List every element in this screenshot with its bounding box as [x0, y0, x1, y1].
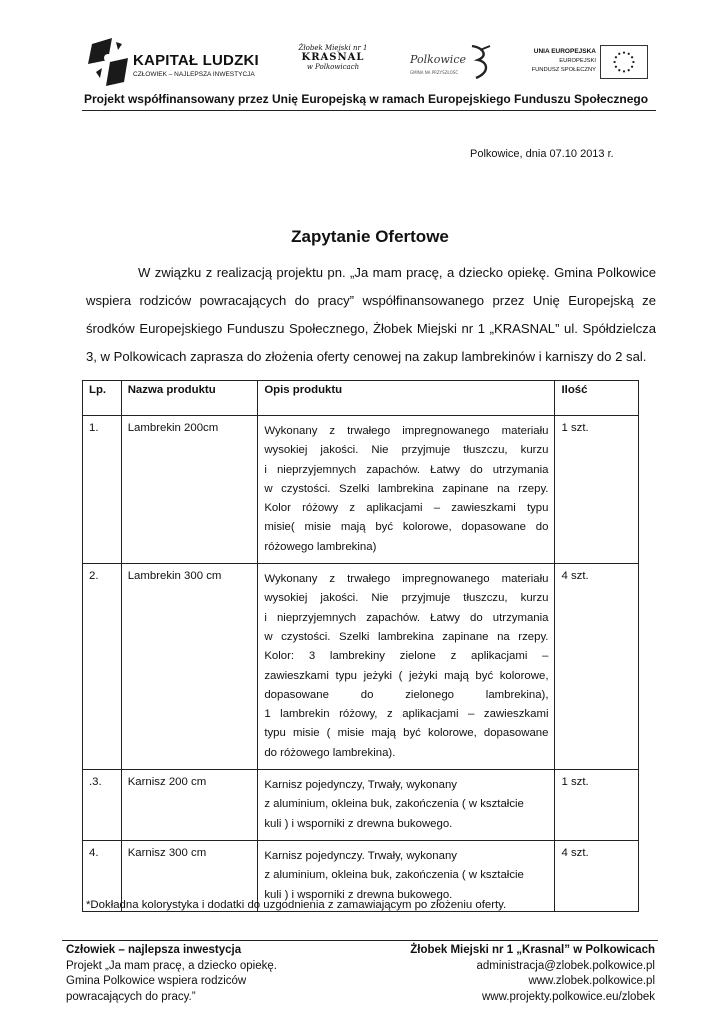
polkowice-logo-name: Polkowice: [410, 53, 466, 66]
eu-logo-line1: UNIA EUROPEJSKA: [533, 48, 596, 55]
row-description-cell: [258, 564, 555, 770]
header-lp: Lp.: [83, 381, 122, 416]
row-quantity-cell: 1 szt.: [555, 770, 639, 841]
polkowice-emblem-icon: [466, 44, 494, 80]
description-line: kuli ) i wsporniki z drewna bukowego.: [264, 817, 453, 830]
intro-paragraph: W związku z realizacją projektu pn. „Ja mam pracę, a dziecko opiekę. Gmina Polkowice wspiera rodziców powracających do pracy” współfinansowanego przez Unię Europejską ze środków Europejskiego Funduszu Społecznego, Żłobek Miejski nr 1 „KRASNAL” ul. Spółdzielcza 3, w Polkowicach zaprasza do złożenia oferty cenowej na zakup lambrekinów i karniszy do 2 sal.: [86, 265, 656, 364]
eu-logo: [530, 45, 648, 79]
description-line: różowego lambrekina): [264, 540, 377, 553]
footer-left-line: Gmina Polkowice wspiera rodziców: [66, 975, 247, 987]
description-line: wysokiej jakości. Nie przyjmuje tłuszczu, kurzu: [264, 444, 549, 457]
header-divider: [82, 110, 656, 111]
footer-right-line: Żłobek Miejski nr 1 „Krasnal” w Polkowicach: [410, 944, 655, 956]
document-date: Polkowice, dnia 07.10 2013 r.: [470, 148, 614, 160]
description-line: Wykonany z trwałego impregnowanego materiału: [264, 573, 549, 586]
header-description: Opis produktu: [258, 381, 555, 416]
kapital-ludzki-emblem-icon: [88, 38, 128, 86]
description-line: Karnisz pojedynczy, Trwały, wykonany: [264, 779, 457, 792]
row-name-cell: Lambrekin 300 cm: [121, 564, 258, 770]
header-quantity: Ilość: [555, 381, 639, 416]
row-description-cell: [258, 770, 555, 841]
description-line: typu misie ( misie mają być kolorowe, dopasowane: [264, 727, 549, 740]
description-line: dopasowane do zielonego lambrekina),: [264, 688, 549, 701]
footer-left-line: Człowiek – najlepsza inwestycja: [66, 944, 242, 956]
description-line: Kolor różowy z aplikacjami – zawieszkami typu: [264, 502, 549, 515]
row-description-cell: [258, 416, 555, 564]
description-line: i nieprzyjemnych zapachów. Łatwy do utrzymania: [264, 463, 549, 476]
description-line: z aluminium, okleina buk, zakończenia ( w kształcie: [264, 869, 524, 882]
krasnal-logo-line2: KRASNAL: [301, 52, 365, 63]
footer-website-link[interactable]: www.zlobek.polkowice.pl: [528, 975, 655, 987]
table-row: [83, 564, 639, 770]
row-name-cell: Lambrekin 200cm: [121, 416, 258, 564]
footer-right: [410, 943, 655, 1005]
row-lp-cell: 2.: [83, 564, 122, 770]
description-line: z aluminium, okleina buk, zakończenia ( w kształcie: [264, 798, 524, 811]
footer-email-link[interactable]: administracja@zlobek.polkowice.pl: [476, 959, 655, 972]
eu-logo-line3: FUNDUSZ SPOŁECZNY: [531, 67, 596, 73]
row-quantity-cell: 4 szt.: [555, 564, 639, 770]
row-lp-cell: .3.: [83, 770, 122, 841]
description-line: Wykonany z trwałego impregnowanego materiału: [264, 425, 549, 437]
footer-divider: [62, 940, 658, 941]
krasnal-logo-line3: w Polkowicach: [306, 63, 360, 71]
polkowice-logo: [408, 44, 492, 80]
description-line: w czystości. Szelki lambrekina zapinane na rzepy.: [264, 482, 549, 495]
document-title: Zapytanie Ofertowe: [291, 227, 449, 246]
eu-logo-line2: EUROPEJSKI: [559, 58, 596, 64]
description-line: w czystości. Szelki lambrekina zapinane na rzepy.: [264, 630, 549, 643]
eu-flag-icon: [600, 45, 648, 79]
footer-left-line: powracających do pracy.”: [66, 990, 196, 1003]
description-line: Kolor: 3 lambrekiny zielone z aplikacjami –: [264, 650, 549, 663]
description-line: kuli ) i wsporniki z drewna bukowego.: [264, 888, 453, 901]
table-row: [83, 770, 639, 841]
kapital-ludzki-logo: [88, 38, 258, 86]
row-lp-cell: 4.: [83, 840, 122, 911]
header-caption: Projekt współfinansowany przez Unię Europejską w ramach Europejskiego Funduszu Społecznego: [83, 92, 649, 106]
row-quantity-cell: 4 szt.: [555, 840, 639, 911]
krasnal-logo: [296, 44, 370, 80]
row-lp-cell: 1.: [83, 416, 122, 564]
table-row: [83, 416, 639, 564]
krasnal-logo-line1: Żłobek Miejski nr 1: [298, 44, 368, 52]
row-name-cell: Karnisz 200 cm: [121, 770, 258, 841]
table-header-row: [83, 381, 639, 416]
description-line: zawieszkami typu jeżyki ( jeżyki mają być kolorowe,: [264, 669, 549, 682]
kapital-ludzki-subtitle: CZŁOWIEK – NAJLEPSZA INWESTYCJA: [133, 71, 255, 78]
footer-left-line: Projekt „Ja mam pracę, a dziecko opiekę.: [66, 959, 277, 972]
header-name: Nazwa produktu: [121, 381, 258, 416]
description-line: misie( misie mają być kolorowe, dopasowane do: [264, 521, 549, 534]
row-name-cell: Karnisz 300 cm: [121, 840, 258, 911]
row-quantity-cell: 1 szt.: [555, 416, 639, 564]
description-line: wysokiej jakości. Nie przyjmuje tłuszczu, kurzu: [264, 592, 549, 605]
footnote: *Dokładna kolorystyka i dodatki do uzgodnienia z zamawiającym po złożeniu oferty.: [86, 899, 507, 911]
description-line: 1 lambrekin różowy, z aplikacjami – zawieszkami: [264, 708, 549, 721]
description-line: Karnisz pojedynczy. Trwały, wykonany: [264, 849, 457, 862]
polkowice-logo-sub: GMINA NA PRZYSZŁOŚĆ: [410, 70, 459, 75]
kapital-ludzki-title: KAPITAŁ LUDZKI: [133, 52, 259, 69]
footer-project-link[interactable]: www.projekty.polkowice.eu/zlobek: [481, 990, 655, 1003]
description-line: i nieprzyjemnych zapachów. Łatwy do utrzymania: [264, 611, 549, 624]
description-line: do różowego lambrekina).: [264, 746, 396, 759]
footer-left: [66, 943, 277, 1005]
products-table: [82, 380, 639, 912]
